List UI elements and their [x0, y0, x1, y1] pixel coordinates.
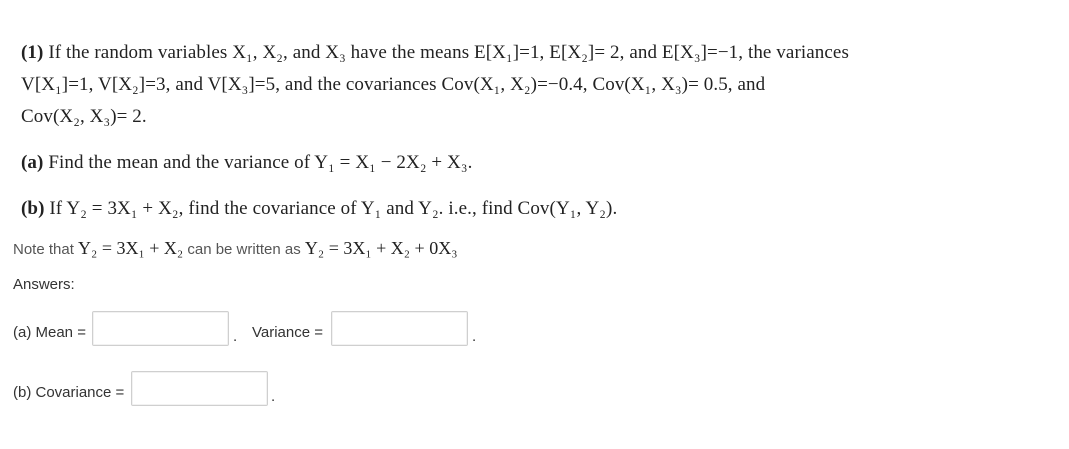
- variance-label: Variance =: [252, 324, 324, 341]
- note-equation-1: Y₂ = 3X₁ + X₂: [78, 238, 184, 258]
- mean-label: (a) Mean =: [13, 324, 86, 341]
- note-equation-2: Y₂ = 3X₁ + X₂ + 0X₃: [304, 238, 458, 258]
- part-b-text: If Y₂ = 3X₁ + X₂, find the covariance of Y₁ and Y₂. i.e., find Cov(Y₁, Y₂).: [44, 198, 618, 219]
- part-a-prompt: [21, 152, 472, 174]
- covariance-input[interactable]: [131, 371, 268, 406]
- note-text: [13, 238, 457, 259]
- part-a-text: Find the mean and the variance of Y₁ = X₁ − 2X₂ + X₃.: [43, 152, 473, 173]
- variance-period: .: [472, 328, 477, 345]
- question-number: (1): [21, 42, 44, 63]
- question-line-2: V[X₁]=1, V[X₂]=3, and V[X₃]=5, and the covariances Cov(X₁, X₂)=−0.4, Cov(X₁, X₃)= 0.5, and: [21, 74, 766, 95]
- question-line-3: Cov(X₂, X₃)= 2.: [21, 106, 147, 127]
- covariance-period: .: [271, 388, 276, 405]
- question-line-1-text: If the random variables X₁, X₂, and X₃ have the means E[X₁]=1, E[X₂]= 2, and E[X₃]=−1, the variances: [43, 42, 849, 63]
- note-middle: can be written as: [183, 241, 305, 258]
- covariance-label: (b) Covariance =: [13, 384, 125, 401]
- part-b-prompt: [21, 198, 617, 220]
- answers-heading: Answers:: [13, 276, 75, 293]
- question-line-1: [21, 42, 849, 64]
- mean-input[interactable]: [92, 311, 229, 346]
- part-b-label: (b): [21, 198, 45, 219]
- mean-period: .: [233, 328, 238, 345]
- part-a-label: (a): [21, 152, 44, 173]
- note-prefix: Note that: [13, 241, 79, 258]
- variance-input[interactable]: [331, 311, 468, 346]
